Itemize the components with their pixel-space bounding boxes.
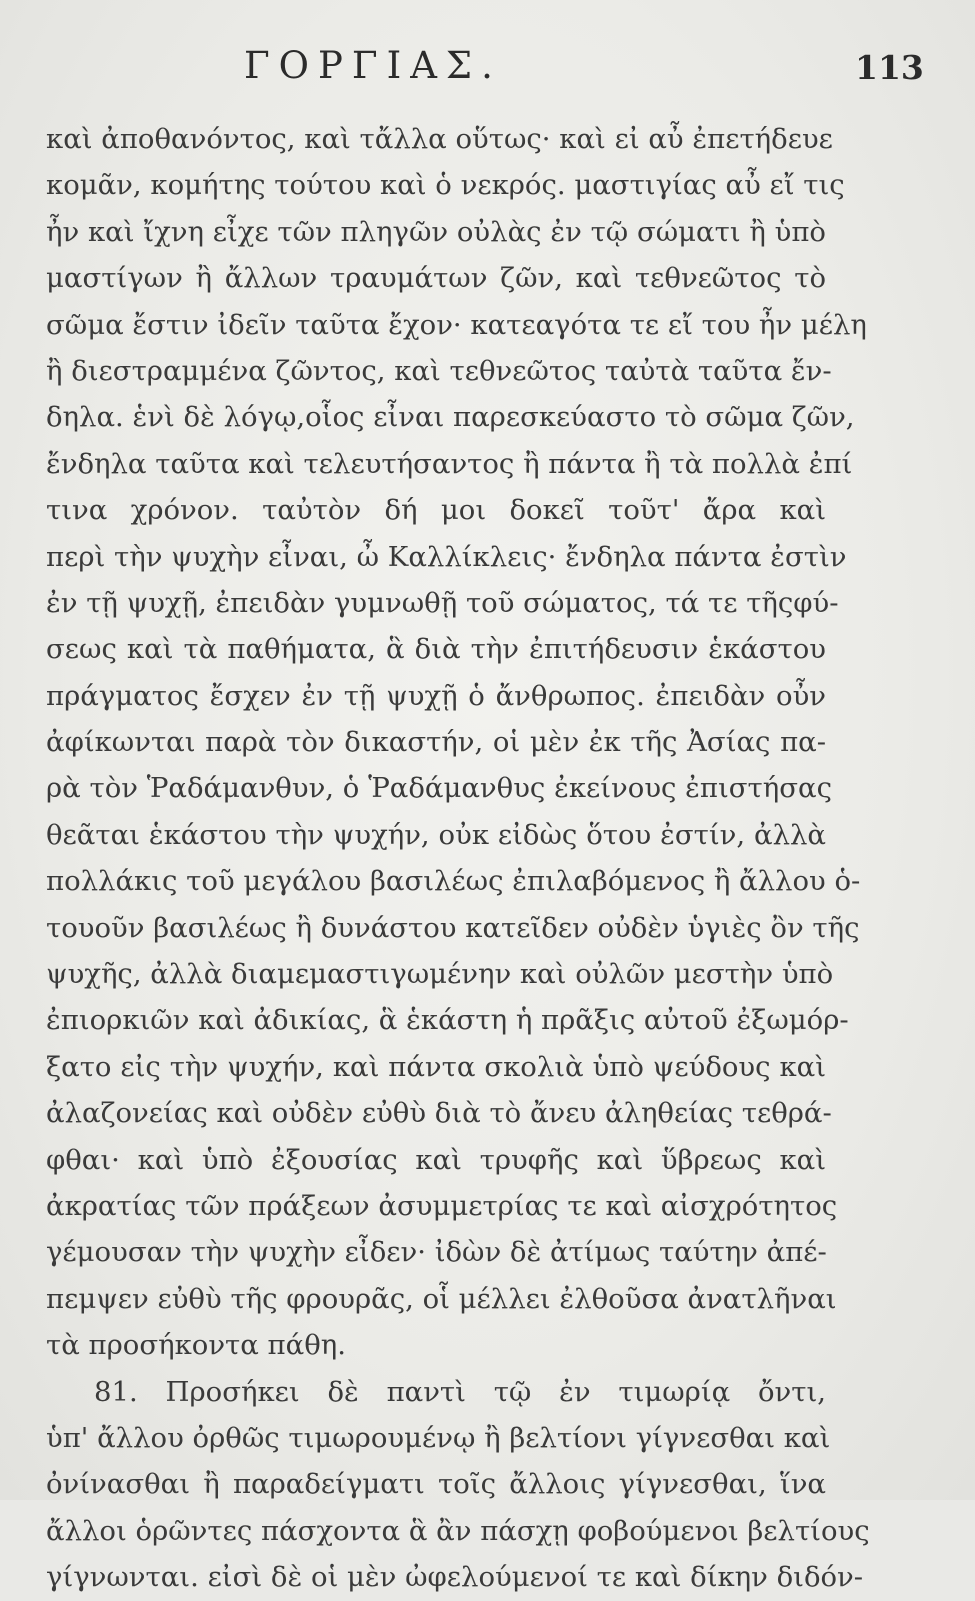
section-heading-line: 81. Προσήκει δὲ παντὶ τῷ ἐν τιμωρίᾳ ὄντι, (94, 1375, 826, 1408)
text-line: ἐν τῇ ψυχῇ, ἐπειδὰν γυμνωθῇ τοῦ σώματος, τά τε τῆςφύ- (46, 586, 839, 619)
text-line: ψυχῆς, ἀλλὰ διαμεμαστιγωμένην καὶ οὐλῶν μεστὴν ὑπὸ (46, 958, 834, 991)
text-line: σεως καὶ τὰ παθήματα, ἃ διὰ τὴν ἐπιτήδευσιν ἑκάστου (46, 633, 826, 666)
text-line: μαστίγων ἢ ἄλλων τραυμάτων ζῶν, καὶ τεθνεῶτος τὸ (46, 262, 826, 295)
text-line: τουοῦν βασιλέως ἢ δυνάστου κατεῖδεν οὐδὲν ὑγιὲς ὂν τῆς (46, 911, 860, 944)
text-line: ἀκρατίας τῶν πράξεων ἀσυμμετρίας τε καὶ αἰσχρότητος (46, 1189, 838, 1222)
text-line: ἦν καὶ ἴχνη εἶχε τῶν πληγῶν οὐλὰς ἐν τῷ σώματι ἢ ὑπὸ (46, 215, 826, 248)
text-line: πολλάκις τοῦ μεγάλου βασιλέως ἐπιλαβόμενος ἢ ἄλλου ὁ- (46, 865, 861, 898)
text-line: γίγνωνται. εἰσὶ δὲ οἱ μὲν ὠφελούμενοί τε καὶ δίκην διδόν- (46, 1561, 864, 1594)
text-line: καὶ ἀποθανόντος, καὶ τἄλλα οὕτως· καὶ εἰ αὖ ἐπετήδευε (46, 123, 833, 155)
text-line: σῶμα ἔστιν ἰδεῖν ταῦτα ἔχον· κατεαγότα τε εἴ του ἦν μέλη (46, 308, 867, 341)
text-line: τινα χρόνον. ταὐτὸν δή μοι δοκεῖ τοῦτ' ἄρα καὶ (46, 494, 826, 527)
running-title: ΓΟΡΓΙΑΣ. (244, 44, 502, 87)
text-line: περὶ τὴν ψυχὴν εἶναι, ὦ Καλλίκλεις· ἔνδηλα πάντα ἐστὶν (46, 540, 847, 573)
text-line: ἔνδηλα ταῦτα καὶ τελευτήσαντος ἢ πάντα ἢ τὰ πολλὰ ἐπί (46, 447, 853, 480)
text-line: πεμψεν εὐθὺ τῆς φρουρᾶς, οἷ μέλλει ἐλθοῦσα ἀνατλῆναι (46, 1282, 837, 1315)
text-line: ἐπιορκιῶν καὶ ἀδικίας, ἃ ἑκάστη ἡ πρᾶξις αὐτοῦ ἐξωμόρ- (46, 1004, 849, 1037)
text-line: τὰ προσήκοντα πάθη. (46, 1329, 346, 1362)
text-line: ὀνίνασθαι ἢ παραδείγματι τοῖς ἄλλοις γίγνεσθαι, ἵνα (46, 1468, 826, 1501)
body-text (46, 116, 870, 1601)
text-line: ἢ διεστραμμένα ζῶντος, καὶ τεθνεῶτος ταὐτὰ ταῦτα ἔν- (46, 354, 832, 387)
text-line: δηλα. ἑνὶ δὲ λόγῳ,οἷος εἶναι παρεσκεύαστο τὸ σῶμα ζῶν, (46, 401, 855, 434)
text-line: γέμουσαν τὴν ψυχὴν εἶδεν· ἰδὼν δὲ ἀτίμως ταύτην ἀπέ- (46, 1236, 827, 1269)
text-line: πράγματος ἔσχεν ἐν τῇ ψυχῇ ὁ ἄνθρωπος. ἐπειδὰν οὖν (46, 679, 826, 712)
running-head (0, 44, 975, 94)
text-line: ἀλαζονείας καὶ οὐδὲν εὐθὺ διὰ τὸ ἄνευ ἀληθείας τεθρά- (46, 1097, 832, 1130)
text-line: ὑπ' ἄλλου ὀρθῶς τιμωρουμένῳ ἢ βελτίονι γίγνεσθαι καὶ (46, 1421, 831, 1454)
text-line: ξατο εἰς τὴν ψυχήν, καὶ πάντα σκολιὰ ὑπὸ ψεύδους καὶ (46, 1050, 826, 1083)
text-line: φθαι· καὶ ὑπὸ ἐξουσίας καὶ τρυφῆς καὶ ὕβρεως καὶ (46, 1143, 826, 1176)
text-line: ἄλλοι ὁρῶντες πάσχοντα ἃ ἂν πάσχῃ φοβούμενοι βελτίους (46, 1514, 870, 1547)
text-line: κομᾶν, κομήτης τούτου καὶ ὁ νεκρός. μαστιγίας αὖ εἴ τις (46, 169, 845, 202)
page-number: 113 (855, 48, 924, 87)
text-line: θεᾶται ἑκάστου τὴν ψυχήν, οὐκ εἰδὼς ὅτου ἐστίν, ἀλλὰ (46, 818, 826, 851)
text-line: ρὰ τὸν Ῥαδάμανθυν, ὁ Ῥαδάμανθυς ἐκείνους ἐπιστήσας (46, 772, 832, 805)
text-line: ἀφίκωνται παρὰ τὸν δικαστήν, οἱ μὲν ἐκ τῆς Ἀσίας πα- (46, 726, 826, 759)
